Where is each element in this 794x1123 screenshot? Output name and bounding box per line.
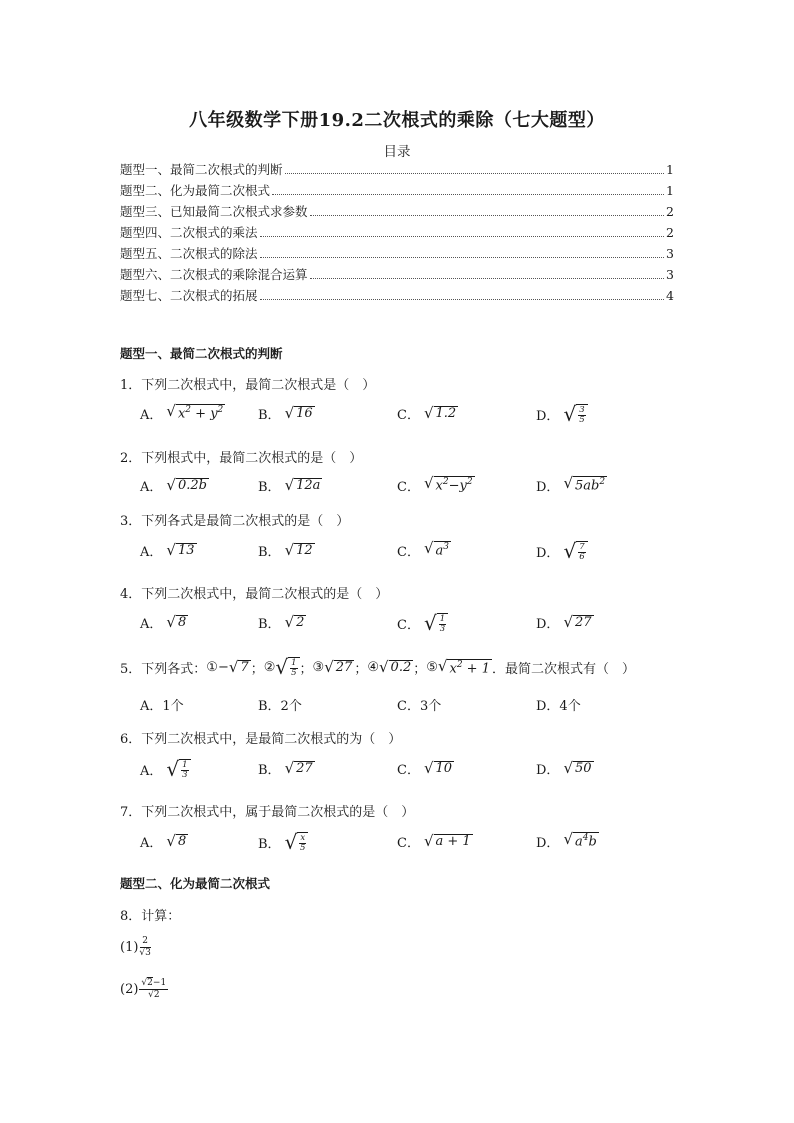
exponent: 2	[456, 659, 463, 670]
question-8-part-1[interactable]	[120, 936, 151, 959]
numerator: 1	[439, 614, 446, 624]
radical-sign: √	[423, 758, 434, 777]
option-letter: C．	[397, 618, 420, 634]
radical	[284, 758, 315, 777]
separator: ；	[299, 662, 313, 678]
denominator	[139, 948, 150, 959]
radicand: 27	[575, 614, 592, 630]
radicand: 27	[296, 760, 313, 776]
numerator: 2	[142, 936, 149, 946]
option-a[interactable]	[140, 404, 225, 423]
radicand: 8	[177, 614, 187, 630]
term: −1	[152, 978, 167, 988]
option-d[interactable]	[536, 404, 588, 426]
option-letter: A．	[140, 836, 163, 851]
toc-entry-page: 1	[666, 162, 674, 177]
toc-entry[interactable]	[120, 202, 674, 223]
radical-sign: √	[378, 657, 389, 676]
radical-sign: √	[423, 474, 434, 493]
radicand: 12a	[296, 477, 321, 493]
radical	[166, 404, 225, 422]
radical-sign: √	[166, 831, 176, 850]
radical-sign: √	[166, 612, 176, 631]
stem-suffix: ．最简二次根式有（ ）	[491, 662, 635, 678]
question-7-options	[140, 832, 660, 862]
toc-entry-label: 题型五、二次根式的除法	[120, 246, 258, 261]
radical-sign: √	[284, 403, 295, 422]
radicand	[176, 404, 225, 422]
option-letter: A．	[140, 545, 163, 560]
radical	[423, 403, 458, 422]
denominator: 5	[300, 843, 306, 854]
radicand: 50	[575, 760, 592, 776]
question-6-stem: 6．下列二次根式中，是最简二次根式的为（ ）	[120, 732, 402, 747]
denominator: 3	[439, 624, 446, 635]
exponent: 2	[466, 477, 473, 488]
radical-sign: √	[284, 475, 295, 494]
toc-entry-label: 题型二、化为最简二次根式	[120, 183, 271, 198]
toc-entry[interactable]	[120, 160, 674, 181]
toc-entry-label: 题型三、已知最简二次根式求参数	[120, 204, 308, 219]
var-x: x	[435, 478, 443, 494]
radical-sign: √	[437, 656, 448, 675]
question-5-options	[140, 695, 660, 725]
toc-entry[interactable]	[120, 286, 674, 307]
circled-number: ⑤	[426, 660, 438, 676]
option-letter: B．	[258, 480, 281, 495]
denominator: 6	[579, 552, 585, 563]
radicand	[573, 832, 599, 850]
numerator: 3	[579, 405, 585, 415]
radicand	[437, 613, 448, 635]
radical	[166, 540, 196, 559]
option-letter: D．	[536, 409, 560, 425]
term: + 1	[462, 661, 490, 677]
option-letter: C．	[397, 480, 420, 495]
circled-number: ④	[367, 660, 379, 676]
question-6-options	[140, 759, 660, 789]
option-b[interactable]	[258, 476, 322, 495]
denominator: 5	[291, 668, 297, 679]
option-b[interactable]	[258, 404, 315, 423]
var-y: −y	[448, 478, 467, 494]
radical	[284, 403, 315, 422]
var-x: x	[177, 406, 186, 422]
toc-entry-label: 题型一、最简二次根式的判断	[120, 162, 283, 177]
exponent: 2	[442, 477, 449, 488]
radicand: 12	[296, 542, 313, 558]
radical-sign: √	[563, 612, 573, 631]
radical	[563, 758, 593, 777]
radical	[378, 657, 413, 676]
radical-sign: √	[228, 657, 239, 676]
circled-number: ②	[263, 660, 276, 676]
circled-number: ③	[312, 660, 325, 676]
radicand: a + 1	[435, 833, 471, 849]
toc-entry[interactable]	[120, 181, 674, 202]
toc-entry-label: 题型四、二次根式的乘法	[120, 225, 258, 240]
toc-entry[interactable]	[120, 223, 674, 244]
radicand: 13	[177, 542, 195, 558]
toc-heading: 目录	[383, 144, 411, 160]
option-letter: D．	[536, 480, 560, 495]
radical	[563, 612, 593, 631]
section-heading-1: 题型一、最简二次根式的判断	[120, 346, 283, 361]
option-d[interactable]	[536, 541, 588, 563]
option-letter: B．	[258, 617, 281, 632]
option-letter: A．	[140, 408, 163, 423]
radicand	[576, 541, 587, 563]
radical-sign: √	[166, 402, 176, 421]
radical	[563, 476, 607, 494]
option-c[interactable]	[397, 613, 448, 635]
numerator: 7	[579, 542, 585, 552]
toc-leader	[260, 299, 665, 300]
radical-sign: √	[563, 474, 573, 493]
radical-sign: √	[563, 758, 573, 777]
radical-sign: √	[423, 831, 434, 850]
radicand: 0.2b	[177, 477, 207, 493]
radical-fraction	[285, 832, 309, 854]
radical	[423, 831, 473, 850]
exponent: 2	[217, 405, 224, 416]
fraction	[139, 978, 168, 1001]
radicand: 0.2	[390, 659, 412, 675]
numerator: x	[300, 833, 306, 843]
var-b: b	[588, 834, 597, 850]
radical-sign: √	[139, 947, 146, 958]
option-d[interactable]	[536, 613, 594, 632]
denominator	[148, 990, 159, 1001]
minus-sign: −	[217, 660, 229, 676]
option-letter: B．	[258, 763, 281, 778]
term: 5ab	[575, 478, 600, 494]
radical-fraction	[275, 657, 299, 679]
radical-fraction	[563, 404, 587, 426]
toc-entry-page: 2	[666, 204, 674, 219]
radical-sign: √	[563, 830, 573, 849]
question-8-stem: 8．计算：	[120, 909, 181, 924]
option-d[interactable]	[536, 476, 607, 495]
option-letter: B．	[258, 545, 281, 560]
option-a[interactable]	[140, 476, 209, 495]
question-4-options	[140, 613, 660, 643]
radical	[166, 831, 188, 850]
var-a: a	[575, 834, 583, 850]
toc-entry-page: 1	[666, 183, 674, 198]
radical-sign: √	[284, 612, 295, 631]
section-heading-2: 题型二、化为最简二次根式	[120, 876, 271, 891]
exponent: 3	[443, 542, 450, 553]
option-letter: C．	[397, 763, 420, 778]
question-3-options	[140, 541, 660, 571]
radicand	[288, 657, 299, 679]
question-1-options	[140, 404, 660, 434]
radical-sign: √	[423, 539, 434, 558]
radicand: 10	[435, 760, 453, 776]
denominator: 3	[182, 770, 188, 781]
radical-sign: √	[563, 402, 577, 426]
toc-leader	[260, 236, 665, 237]
option-c[interactable]	[397, 832, 473, 851]
question-2-options	[140, 476, 660, 506]
radical-sign: √	[423, 611, 437, 635]
stem-prefix: 5．下列各式：	[120, 662, 207, 678]
radicand	[573, 476, 607, 494]
toc-entry-page: 3	[666, 267, 674, 282]
radicand: 1.2	[435, 405, 457, 421]
option-c[interactable]	[397, 476, 475, 495]
radicand	[434, 541, 452, 559]
option-letter: B．	[258, 408, 281, 423]
option-d[interactable]	[536, 759, 594, 778]
part-label: (2)	[120, 981, 139, 997]
var-a: a	[435, 543, 444, 559]
numerator: 1	[182, 760, 188, 770]
option-b[interactable]	[258, 541, 315, 560]
radical	[424, 476, 475, 494]
option-letter: A．	[140, 617, 163, 632]
radical-sign: √	[563, 539, 577, 563]
option-letter: C．	[397, 545, 420, 560]
toc-entry-page: 2	[666, 225, 674, 240]
radical-fraction	[424, 613, 448, 635]
radical-sign: √	[284, 830, 298, 854]
radical	[166, 475, 209, 494]
option-b[interactable]	[258, 832, 308, 854]
circled-number: ①	[206, 660, 218, 676]
option-c[interactable]	[397, 541, 451, 560]
radical-fraction	[166, 759, 190, 781]
radical-sign: √	[284, 758, 295, 777]
radical-sign: √	[275, 655, 289, 679]
option-d[interactable]	[536, 832, 599, 851]
option-d[interactable]: D．4个	[536, 699, 581, 714]
option-b[interactable]	[258, 759, 315, 778]
toc-entry-label: 题型六、二次根式的乘除混合运算	[120, 267, 308, 282]
toc-leader	[285, 173, 665, 174]
part-label: (1)	[120, 939, 139, 955]
toc-leader	[260, 257, 665, 258]
option-c[interactable]: C．3个	[397, 699, 442, 714]
radicand: 3	[145, 947, 151, 958]
denominator: 5	[579, 415, 585, 426]
exponent: 4	[582, 833, 589, 844]
radical-sign: √	[166, 475, 176, 494]
radicand	[179, 759, 190, 781]
option-letter: D．	[536, 617, 560, 632]
toc-leader	[310, 278, 665, 279]
radical-sign: √	[166, 757, 180, 781]
question-4-stem: 4．下列二次根式中，最简二次根式的是（ ）	[120, 587, 389, 602]
radical	[284, 612, 307, 631]
page-title: 八年级数学下册19.2二次根式的乘除（七大题型）	[189, 110, 605, 131]
toc-entry-page: 4	[666, 288, 674, 303]
radical-sign: √	[423, 403, 434, 422]
radicand: 16	[296, 405, 313, 421]
toc-entry[interactable]	[120, 265, 674, 286]
exponent: 2	[185, 405, 192, 416]
radical	[228, 657, 251, 676]
question-3-stem: 3．下列各式是最简二次根式的是（ ）	[120, 514, 350, 529]
radical	[437, 656, 492, 677]
radical-sign: √	[166, 540, 176, 559]
option-letter: A．	[140, 480, 163, 495]
var-y: + y	[191, 406, 218, 422]
option-b[interactable]	[258, 613, 306, 632]
radical-sign: √	[148, 989, 154, 1000]
option-a[interactable]	[140, 613, 188, 632]
radicand	[297, 832, 308, 854]
radical	[424, 541, 451, 559]
radical-sign: √	[324, 657, 334, 676]
radicand: 27	[335, 659, 353, 675]
radicand: 7	[240, 659, 249, 675]
radicand: 8	[177, 833, 187, 849]
toc-leader	[272, 194, 664, 195]
radical	[166, 612, 188, 631]
var-x: x	[449, 661, 457, 677]
option-a[interactable]	[140, 759, 191, 781]
numerator: 1	[291, 658, 297, 668]
option-letter: C．	[397, 408, 420, 423]
separator: ；	[250, 662, 264, 678]
option-letter: D．	[536, 763, 560, 778]
question-5-stem	[120, 657, 635, 679]
toc-entry-label: 题型七、二次根式的拓展	[120, 288, 258, 303]
fraction	[139, 936, 150, 959]
toc-entry-page: 3	[666, 246, 674, 261]
question-7-stem: 7．下列二次根式中，属于最简二次根式的是（ ）	[120, 805, 415, 820]
option-a[interactable]	[140, 832, 188, 851]
radicand: 2	[153, 989, 160, 1000]
radicand	[434, 476, 475, 494]
option-letter: D．	[536, 836, 560, 851]
radicand	[576, 404, 587, 426]
radical	[423, 758, 454, 777]
radical	[284, 540, 315, 559]
radicand: 2	[296, 614, 305, 630]
option-letter: B．	[258, 837, 281, 853]
radical	[284, 475, 323, 494]
question-2-stem: 2．下列根式中，最简二次根式的是（ ）	[120, 451, 363, 466]
radical-sign: √	[141, 978, 148, 988]
table-of-contents	[120, 160, 674, 307]
option-c[interactable]	[397, 759, 454, 778]
toc-leader	[310, 215, 665, 216]
option-letter: A．	[140, 764, 163, 780]
question-8-part-2[interactable]	[120, 978, 168, 1001]
exponent: 2	[599, 477, 606, 488]
toc-entry[interactable]	[120, 244, 674, 265]
radicand	[447, 659, 492, 677]
option-c[interactable]	[397, 404, 458, 423]
radical	[563, 832, 598, 850]
radical	[324, 657, 354, 676]
question-1-stem: 1．下列二次根式中，最简二次根式是（ ）	[120, 378, 376, 393]
option-a[interactable]	[140, 541, 197, 560]
option-b[interactable]: B．2个	[258, 699, 302, 714]
separator: ；	[354, 662, 368, 678]
radical-fraction	[563, 541, 587, 563]
option-letter: D．	[536, 546, 560, 562]
option-a[interactable]: A．1个	[140, 699, 184, 714]
separator: ；	[413, 662, 427, 678]
radicand: 2	[147, 978, 153, 988]
option-letter: C．	[397, 836, 420, 851]
radical-sign: √	[284, 540, 295, 559]
